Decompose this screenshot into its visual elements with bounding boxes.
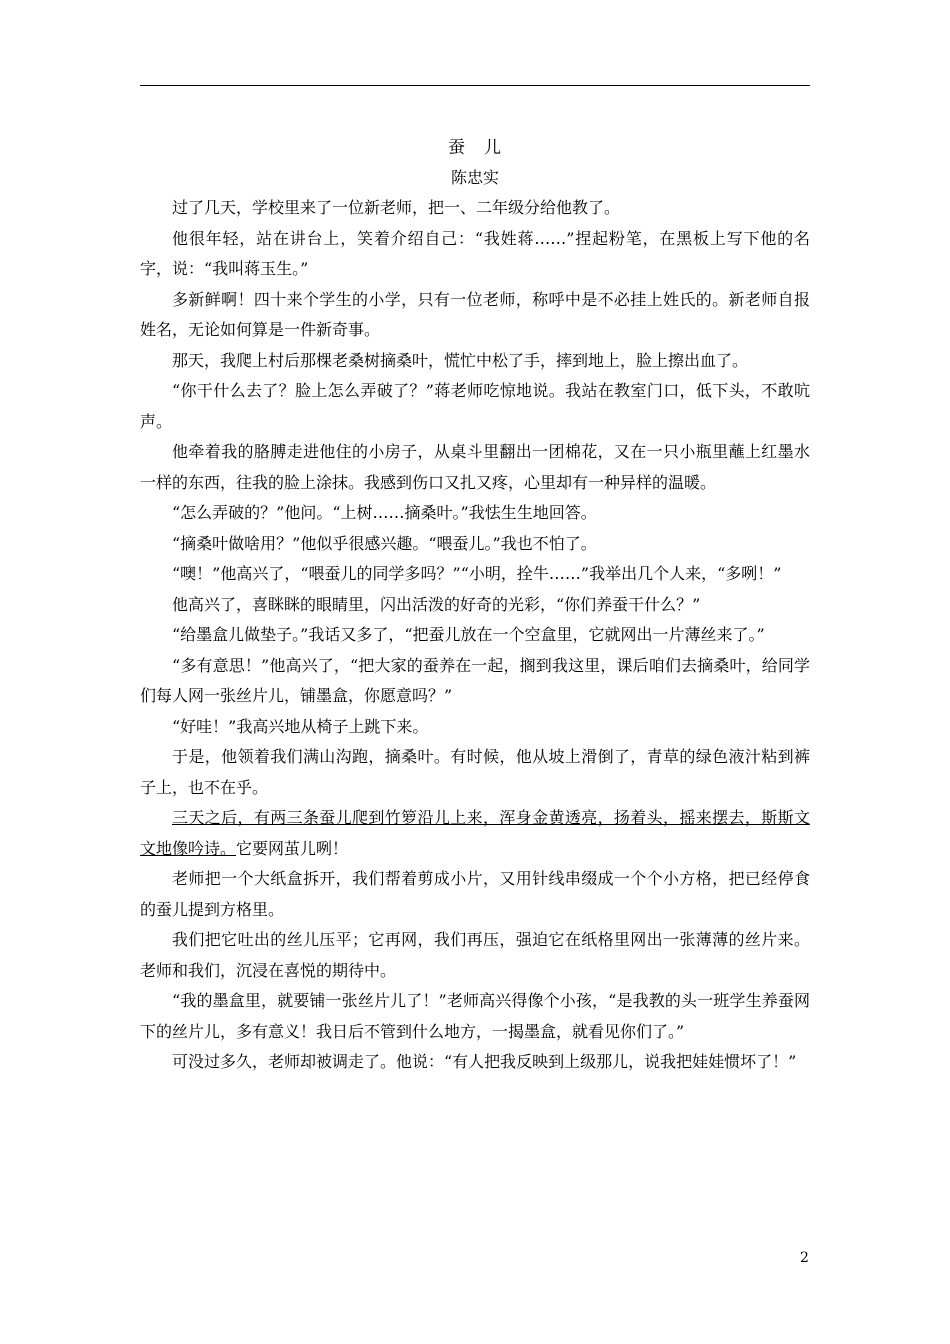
paragraph: “给墨盒儿做垫子。”我话又多了，“把蚕儿放在一个空盒里，它就网出一片薄丝来了。”: [172, 625, 765, 644]
paragraph: 他高兴了，喜眯眯的眼睛里，闪出活泼的好奇的光彩，“你们养蚕干什么？”: [172, 594, 701, 614]
paragraph: 那天，我爬上村后那棵老桑树摘桑叶，慌忙中松了手，摔到地上，脸上擦出血了。: [172, 350, 749, 370]
underlined-sentence: 三天之后，有两三条蚕儿爬到竹箩沿儿上来，浑身金黄透亮，扬着头，摇来摆去，斯斯文文地像吟诗。: [140, 808, 810, 858]
header-rule: [140, 85, 810, 86]
paragraph: “好哇！”我高兴地从椅子上跳下来。: [172, 716, 429, 736]
paragraph: “你干什么去了？脸上怎么弄破了？”蒋老师吃惊地说。我站在教室门口，低下头，不敢吭声。: [140, 381, 810, 431]
page-number: 2: [800, 1250, 809, 1266]
paragraph: 老师把一个大纸盒拆开，我们帮着剪成小片，又用针线串缀成一个个小方格，把已经停食的蚕儿提到方格里。: [140, 869, 810, 919]
paragraph: 我们把它吐出的丝儿压平；它再网，我们再压，强迫它在纸格里网出一张薄薄的丝片来。老师和我们，沉浸在喜悦的期待中。: [140, 930, 810, 980]
paragraph-underlined: 三天之后，有两三条蚕儿爬到竹箩沿儿上来，浑身金黄透亮，扬着头，摇来摆去，斯斯文文地像吟诗。它要网茧儿咧！: [140, 808, 810, 858]
paragraph: “怎么弄破的？”他问。“上树……摘桑叶。”我怯生生地回答。: [172, 503, 597, 522]
paragraph: 于是，他领着我们满山沟跑，摘桑叶。有时候，他从坡上滑倒了，青草的绿色液汁粘到裤子上，也不在乎。: [140, 747, 810, 797]
paragraph: 他很年轻，站在讲台上，笑着介绍自己：“我姓蒋……”捏起粉笔，在黑板上写下他的名字，说：“我叫蒋玉生。”: [140, 228, 810, 278]
paragraph: 过了几天，学校里来了一位新老师，把一、二年级分给他教了。: [172, 198, 621, 217]
paragraph: “噢！”他高兴了，“喂蚕儿的同学多吗？”“小明，拴牛……”我举出几个人来，“多咧！”: [172, 564, 782, 583]
paragraph: 可没过多久，老师却被调走了。他说：“有人把我反映到上级那儿，说我把娃娃惯坏了！”: [172, 1052, 797, 1071]
paragraph: 多新鲜啊！四十来个学生的小学，只有一位老师，称呼中是不必挂上姓氏的。新老师自报姓名，无论如何算是一件新奇事。: [140, 289, 810, 339]
article-body: [140, 133, 810, 1078]
article-title: 蚕 儿: [448, 138, 502, 158]
paragraph: “摘桑叶做啥用？”他似乎很感兴趣。“喂蚕儿。”我也不怕了。: [172, 533, 597, 553]
paragraph: “我的墨盒里，就要铺一张丝片儿了！”老师高兴得像个小孩，“是我教的头一班学生养蚕网下的丝片儿，多有意义！我日后不管到什么地方，一揭墨盒，就看见你们了。”: [140, 991, 810, 1041]
paragraph: “多有意思！”他高兴了，“把大家的蚕养在一起，搁到我这里，课后咱们去摘桑叶，给同学们每人网一张丝片儿，铺墨盒，你愿意吗？”: [140, 655, 810, 705]
article-author: 陈忠实: [450, 168, 499, 187]
paragraph: 他牵着我的胳膊走进他住的小房子，从桌斗里翻出一团棉花，又在一只小瓶里蘸上红墨水一样的东西，往我的脸上涂抹。我感到伤口又扎又疼，心里却有一种异样的温暖。: [140, 442, 810, 492]
